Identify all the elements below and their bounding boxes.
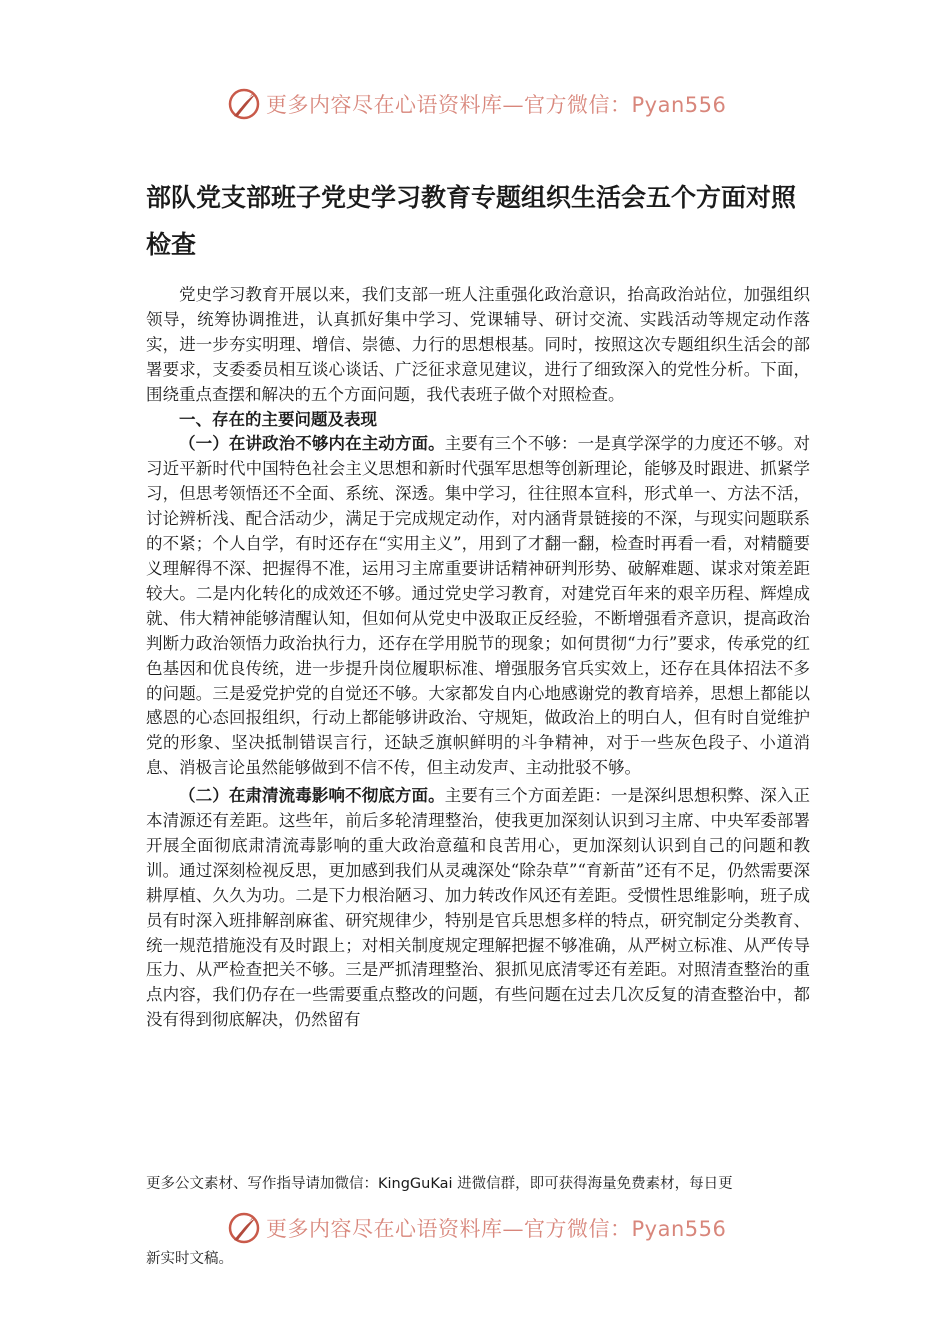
banner-text: 更多内容尽在心语资料库—官方微信：Pyan556 [266,93,727,117]
footer-note: 更多公文素材、写作指导请加微信：KingGuKai 进微信群，即可获得海量免费素材，每日更 [146,1176,733,1192]
top-banner [226,84,726,124]
section-2-paragraph [146,784,810,1033]
section-2-label: （二）在肃清流毒影响不彻底方面。 [179,786,445,806]
banner-handle: Pyan556 [631,93,727,117]
banner-text: 更多内容尽在心语资料库—官方微信：Pyan556 [266,1217,727,1241]
banner-handle: Pyan556 [631,1217,727,1241]
section-1-text: 主要有三个不够：一是真学深学的力度还不够。对习近平新时代中国特色社会主义思想和新时代强军思想等创新理论，能够及时跟进、抓紧学习，但思考领悟还不全面、系统、深透。集中学习，往往照本宣科，形式单一、方法不活，讨论辨析浅、配合活动少，满足于完成规定动作，对内涵背景链接的不深，与现实问题联系的不紧；个人自学，有时还存在“实用主义”，用到了才翻一翻，检查时再看一看，对精髓要义理解得不深、把握得不准，运用习主席重要讲话精神研判形势、破解难题、谋求对策差距较大。二是内化转化的成效还不够。通过党史学习教育，对建党百年来的艰辛历程、辉煌成就、伟大精神能够清醒认知，但如何从党史中汲取正反经验，不断增强看齐意识，提高政治判断力政治领悟力政治执行力，还存在学用脱节的现象；如何贯彻“力行”要求，传承党的红色基因和优良传统，进一步提升岗位履职标准、增强服务官兵实效上，还存在具体招法不多的问题。三是爱党护党的自觉还不够。大家都发自内心地感谢党的教育培养，思想上都能以感恩的心态回报组织，行动上都能够讲政治、守规矩，做政治上的明白人，但有时自觉维护党的形象、坚决抵制错误言行，还缺乏旗帜鲜明的斗争精神，对于一些灰色段子、小道消息、消极言论虽然能够做到不信不传，但主动发声、主动批驳不够。 [146,434,811,778]
intro-paragraph: 党史学习教育开展以来，我们支部一班人注重强化政治意识，抬高政治站位，加强组织领导，统筹协调推进，认真抓好集中学习、党课辅导、研讨交流、实践活动等规定动作落实，进一步夯实明理、增信、崇德、力行的思想根基。同时，按照这次专题组织生活会的部署要求，支委委员相互谈心谈话、广泛征求意见建议，进行了细致深入的党性分析。下面，围绕重点查摆和解决的五个方面问题，我代表班子做个对照检查。 [146,285,810,404]
document-body [146,283,810,1033]
quill-logo-icon [226,1210,262,1246]
section-2-text: 主要有三个方面差距：一是深纠思想积弊、深入正本清源还有差距。这些年，前后多轮清理整治，使我更加深刻认识到习主席、中央军委部署开展全面彻底肃清流毒影响的重大政治意蕴和良苦用心，更加深刻认识到自己的问题和教训。通过深刻检视反思，更加感到我们从灵魂深处“除杂草”“育新苗”还有不足，仍然需要深耕厚植、久久为功。二是下力根治陋习、加力转改作风还有差距。受惯性思维影响，班子成员有时深入班排解剖麻雀、研究规律少，特别是官兵思想多样的特点，研究制定分类教育、统一规范措施没有及时跟上；对相关制度规定理解把握不够准确，从严树立标准、从严传导压力、从严检查把关不够。三是严抓清理整治、狠抓见底清零还有差距。对照清查整治的重点内容，我们仍存在一些需要重点整改的问题，有些问题在过去几次反复的清查整治中，都没有得到彻底解决，仍然留有 [146,786,811,1030]
bottom-banner [226,1208,726,1248]
document-title: 部队党支部班子党史学习教育专题组织生活会五个方面对照检查 [146,183,797,259]
section-1-label: （一）在讲政治不够内在主动方面。 [179,434,445,454]
section-heading: 一、存在的主要问题及表现 [179,409,377,429]
footer-tail: 新实时文稿。 [146,1251,233,1267]
section-1-paragraph [146,432,810,781]
quill-logo-icon [226,86,262,122]
